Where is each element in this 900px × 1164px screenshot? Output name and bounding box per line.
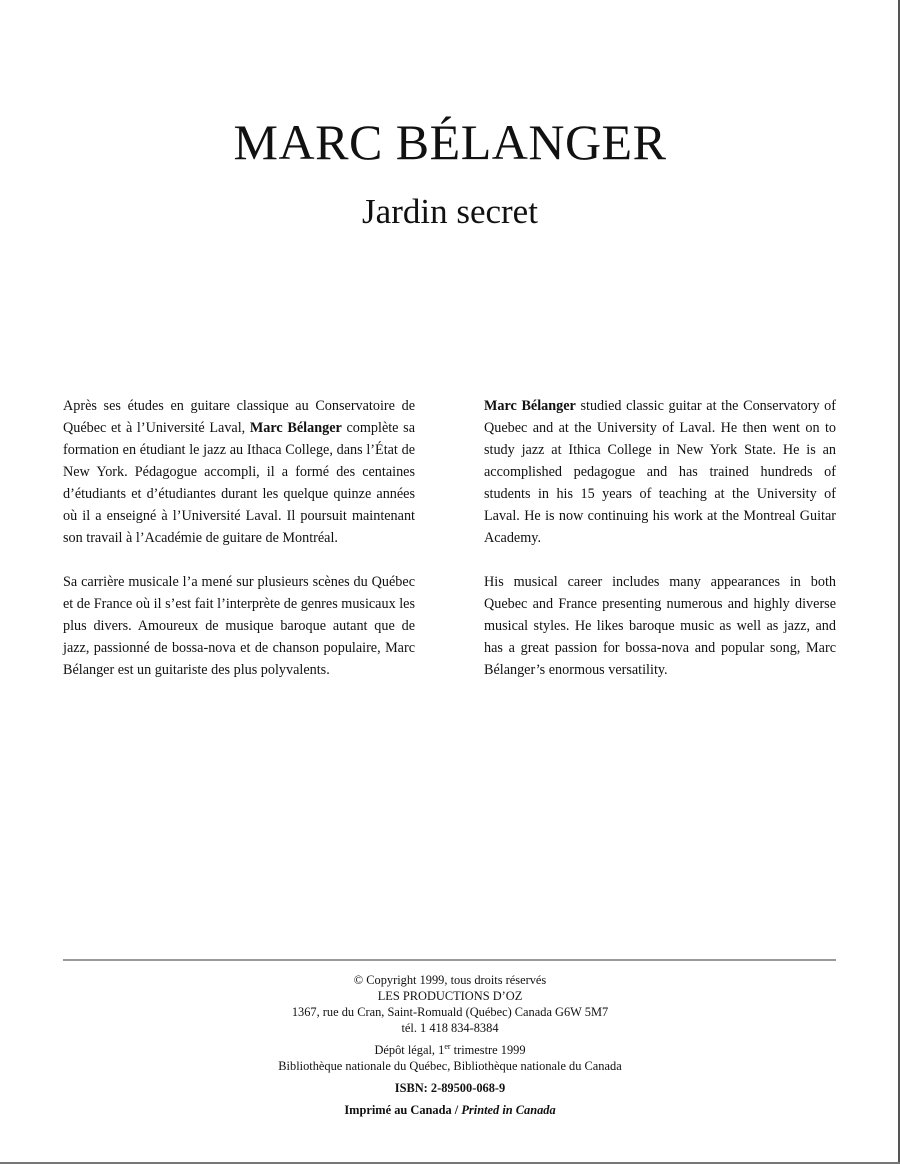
divider-rule <box>63 959 836 961</box>
copyright-line: © Copyright 1999, tous droits réservés <box>353 973 547 987</box>
page-title: MARC BÉLANGER <box>233 114 667 170</box>
english-paragraph-1 <box>484 395 836 549</box>
publisher-name: LES PRODUCTIONS D’OZ <box>377 989 523 1003</box>
legal-deposit <box>0 1042 900 1058</box>
printed-in <box>0 1102 900 1118</box>
english-biography <box>484 395 836 703</box>
isbn: ISBN: 2-89500-068-9 <box>394 1081 506 1095</box>
printed-in-french: Imprimé au Canada / <box>344 1103 462 1117</box>
english-p1-body: studied classic guitar at the Conservatory of Quebec and at the University of Laval. He then went on to study jazz at Ithica College in New York State. He is an accomplished pedagogue and has trained hundreds of students in his 15 years of teaching at the University of Laval. He is now continuing his work at the Montreal Guitar Academy. <box>484 398 837 546</box>
french-p1-body: complète sa formation en étudiant le jazz au Ithaca College, dans l’État de New York. Pédagogue accompli, il a formé des centaines d’étudiants et d’étudiantes durant les quelque quinze années où il a enseigné à l’Université Laval. Il poursuit maintenant son travail à l’Académie de guitare de Montréal. <box>63 420 415 546</box>
publisher-address: 1367, rue du Cran, Saint-Romuald (Québec) Canada G6W 5M7 <box>291 1005 609 1019</box>
legal-deposit-ordinal: er <box>444 1041 451 1051</box>
french-paragraph-1 <box>63 395 415 549</box>
french-artist-name: Marc Bélanger <box>249 420 342 436</box>
colophon <box>0 972 900 1118</box>
page-subtitle: Jardin secret <box>362 192 538 231</box>
legal-deposit-text: Dépôt légal, 1 <box>374 1043 445 1057</box>
publisher-phone: tél. 1 418 834-8384 <box>401 1021 499 1035</box>
french-biography <box>63 395 415 703</box>
english-artist-name: Marc Bélanger <box>484 398 576 414</box>
national-libraries: Bibliothèque nationale du Québec, Bibliothèque nationale du Canada <box>278 1059 622 1073</box>
french-paragraph-2: Sa carrière musicale l’a mené sur plusieurs scènes du Québec et de France où il s’est fait l’interprète de genres musicaux les plus divers. Amoureux de musique baroque autant que de jazz, passionné de bossa-nova et de chanson populaire, Marc Bélanger est un guitariste des plus polyvalents. <box>63 574 415 678</box>
english-paragraph-2: His musical career includes many appearances in both Quebec and France presenting numerous and highly diverse musical styles. He likes baroque music as well as jazz, and has a great passion for bossa-nova and popular song, Marc Bélanger’s enormous versatility. <box>484 574 836 678</box>
legal-deposit-quarter: trimestre 1999 <box>450 1043 526 1057</box>
french-p1-intro: Après ses études en guitare classique au Conservatoire de Québec et à l’Université Laval, <box>63 398 415 436</box>
printed-in-english: Printed in Canada <box>461 1103 556 1117</box>
